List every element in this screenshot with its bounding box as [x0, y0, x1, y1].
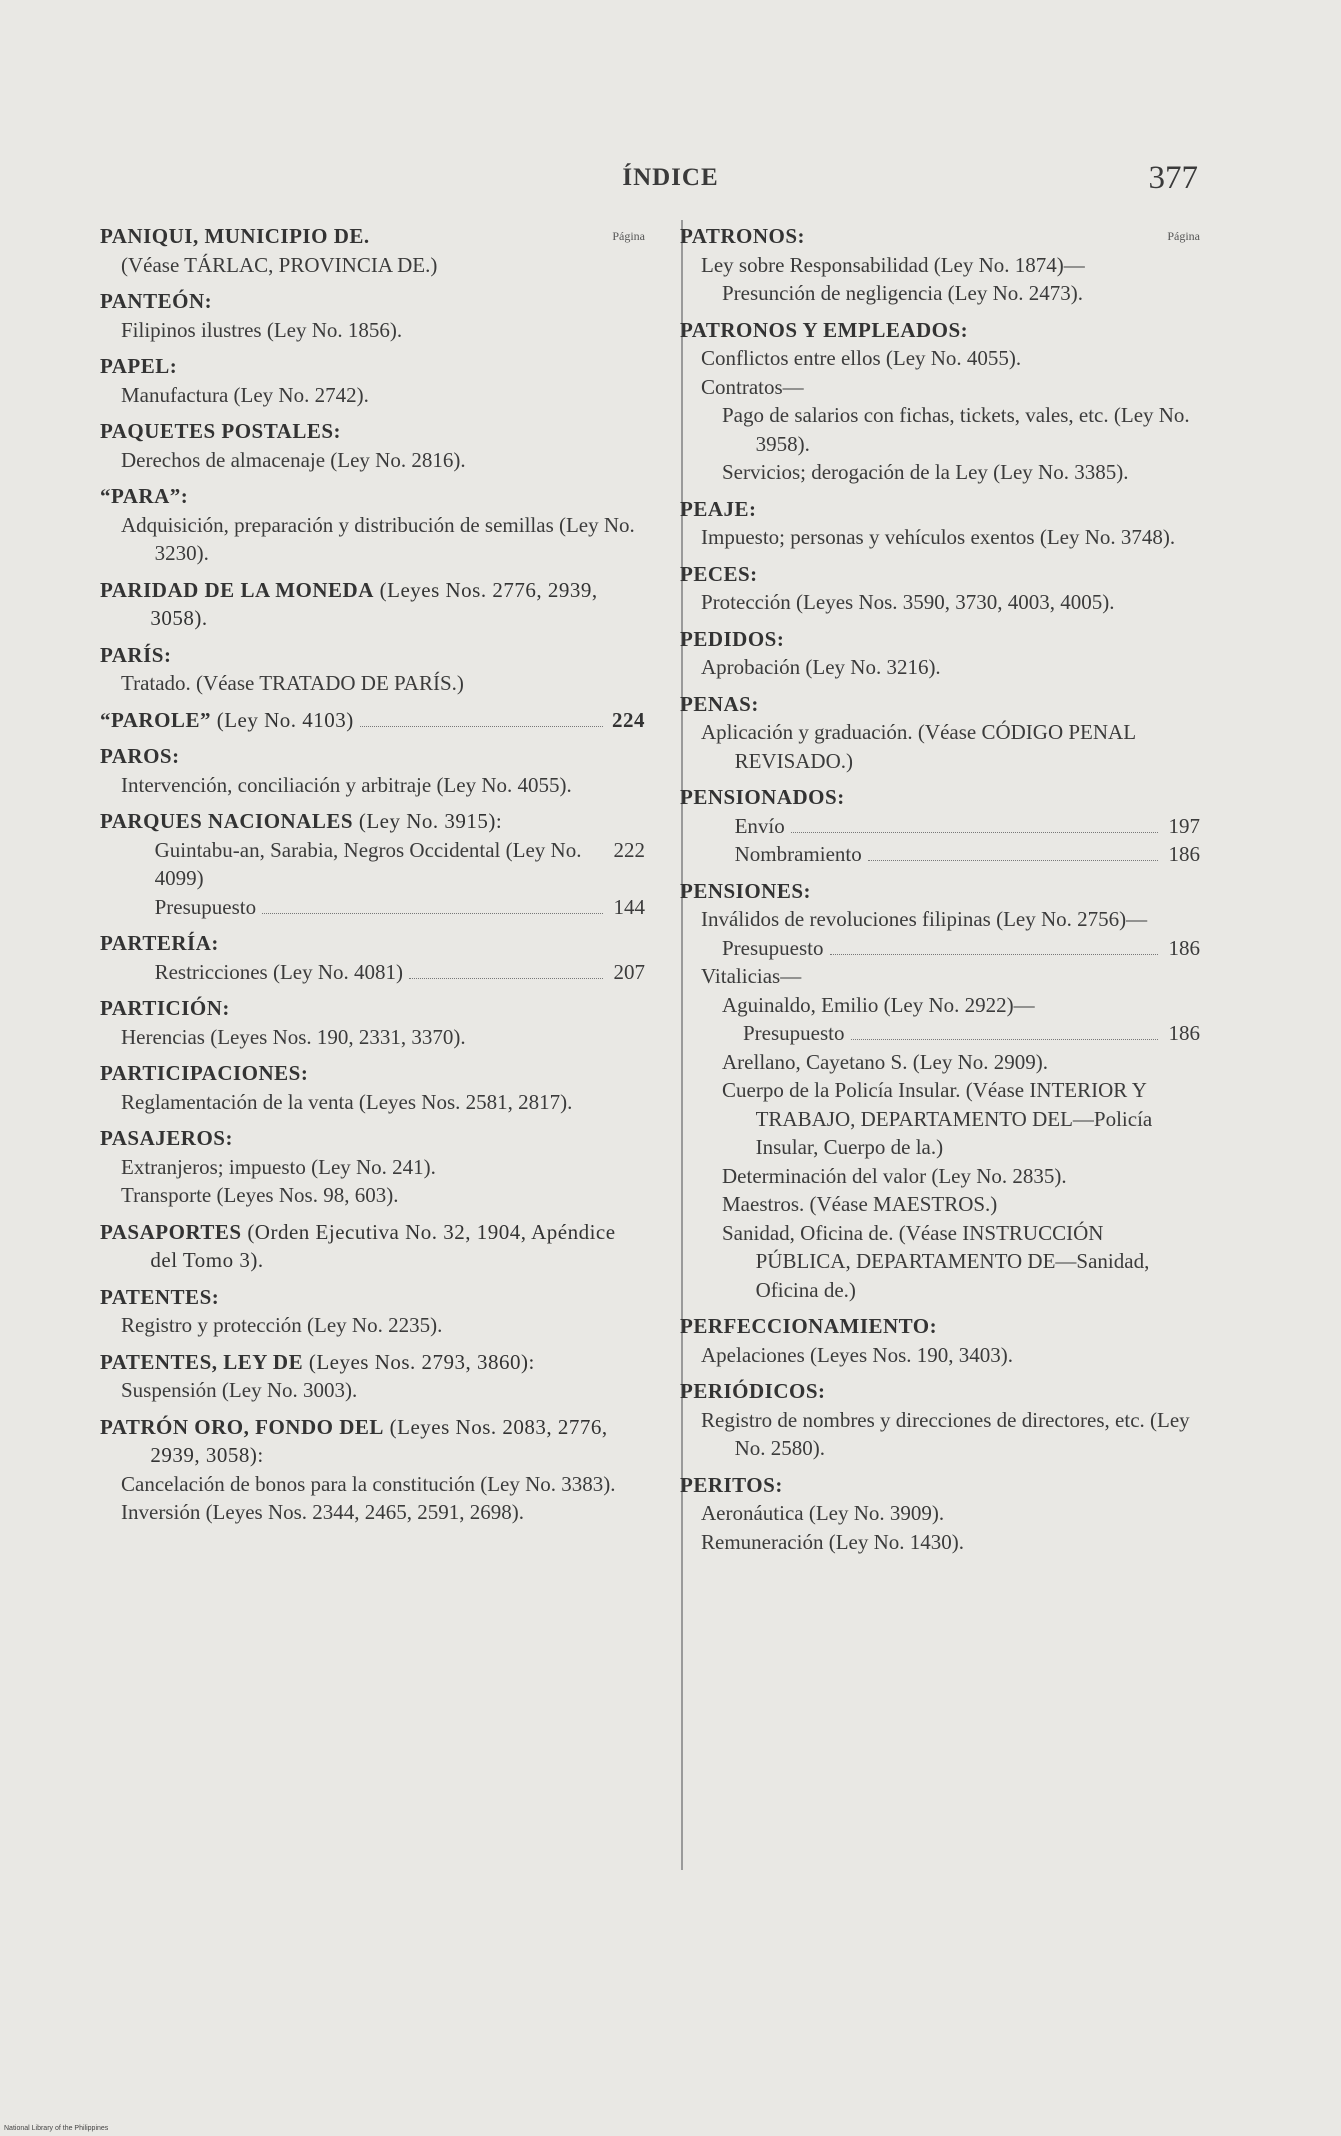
subentry-text: Pago de salarios con fichas, tickets, vales, etc. (Ley No. 3958). — [722, 403, 1190, 456]
index-subentry — [100, 1376, 645, 1405]
subentry-text: Suspensión (Ley No. 3003). — [121, 1378, 358, 1402]
index-subentry — [100, 893, 645, 922]
index-heading — [100, 1124, 645, 1153]
index-subentry — [100, 1470, 645, 1499]
dot-leader — [791, 832, 1158, 833]
index-heading — [100, 222, 645, 251]
index-subentry — [100, 771, 645, 800]
index-subentry — [680, 1162, 1200, 1191]
index-subentry — [680, 1528, 1200, 1557]
index-heading — [680, 690, 1200, 719]
page-header — [0, 160, 1341, 200]
index-subentry — [100, 381, 645, 410]
subentry-text: Remuneración (Ley No. 1430). — [701, 1529, 965, 1554]
index-subentry — [680, 962, 1200, 991]
heading-text: PARQUES NACIONALES — [100, 809, 354, 833]
dot-leader — [830, 954, 1159, 955]
index-subentry — [680, 1341, 1200, 1370]
subentry-text: Contratos— — [701, 374, 804, 399]
index-heading — [100, 994, 645, 1023]
index-heading — [100, 807, 645, 836]
index-subentry — [680, 344, 1200, 373]
heading-text: PARTERÍA: — [100, 931, 219, 955]
heading-text: PANTEÓN: — [100, 289, 213, 313]
index-heading — [100, 1348, 645, 1377]
index-subentry — [100, 1153, 645, 1182]
subentry-text: Conflictos entre ellos (Ley No. 4055). — [701, 346, 1022, 370]
index-heading — [680, 1471, 1200, 1500]
subentry-text: Inversión (Leyes Nos. 2344, 2465, 2591, 2698). — [121, 1500, 525, 1524]
right-entries — [680, 222, 1200, 1556]
subentry-text: Presunción de negligencia (Ley No. 2473). — [722, 281, 1083, 305]
heading-text: PARIDAD DE LA MONEDA — [100, 577, 374, 602]
index-heading — [100, 742, 645, 771]
heading-text: PATRONOS: — [680, 224, 806, 248]
heading-text: PAPEL: — [100, 354, 178, 378]
heading-text: PERITOS: — [680, 1472, 783, 1497]
subentry-text: Cancelación de bonos para la constitución (Ley No. 3383). — [121, 1471, 616, 1496]
heading-text: PARTICIPACIONES: — [100, 1061, 309, 1085]
index-heading — [100, 576, 645, 633]
index-subentry — [680, 1190, 1200, 1219]
subentry-text: Guintabu-an, Sarabia, Negros Occidental (Ley No. 4099) — [154, 837, 582, 890]
index-subentry — [100, 958, 645, 987]
dot-leader — [360, 726, 603, 727]
index-heading — [680, 316, 1200, 345]
subentry-text: Apelaciones (Leyes Nos. 190, 3403). — [701, 1342, 1014, 1367]
index-subentry — [680, 718, 1200, 775]
heading-text: PAQUETES POSTALES: — [100, 419, 342, 443]
subentry-text: Intervención, conciliación y arbitraje (Ley No. 4055). — [121, 772, 572, 797]
subentry-text: Registro y protección (Ley No. 2235). — [121, 1313, 443, 1337]
heading-suffix: (Leyes Nos. 2776, 2939, 3058). — [150, 577, 598, 630]
subentry-text: Presupuesto — [154, 894, 257, 919]
index-subentry — [680, 458, 1200, 487]
heading-text: PASAPORTES — [100, 1219, 242, 1244]
index-subentry — [680, 934, 1200, 963]
index-subentry — [680, 1219, 1200, 1305]
index-subentry — [680, 1499, 1200, 1528]
index-subentry — [680, 401, 1200, 458]
subentry-text: Filipinos ilustres (Ley No. 1856). — [121, 317, 403, 342]
subentry-text: Vitalicias— — [701, 964, 802, 988]
subentry-text: Maestros. (Véase MAESTROS.) — [722, 1192, 998, 1216]
heading-text: PEAJE: — [680, 496, 757, 521]
heading-text: PECES: — [680, 561, 758, 586]
subentry-text: Derechos de almacenaje (Ley No. 2816). — [121, 447, 466, 472]
heading-text: PATENTES: — [100, 1284, 220, 1309]
index-heading — [680, 1377, 1200, 1406]
index-subentry — [680, 991, 1200, 1020]
dot-leader — [851, 1039, 1159, 1040]
page-ref: 186 — [1168, 1021, 1200, 1045]
index-subentry — [680, 905, 1200, 934]
heading-text: PERIÓDICOS: — [680, 1379, 826, 1403]
subentry-text: Tratado. (Véase TRATADO DE PARÍS.) — [121, 671, 464, 695]
subentry-text: Protección (Leyes Nos. 3590, 3730, 4003, 4005). — [701, 590, 1115, 614]
heading-text: PENSIONADOS: — [680, 785, 845, 809]
index-subentry — [100, 316, 645, 345]
index-subentry — [680, 251, 1200, 280]
dot-leader — [409, 978, 603, 979]
subentry-text: Aprobación (Ley No. 3216). — [701, 655, 941, 679]
page-ref: 207 — [613, 959, 645, 984]
subentry-text: Ley sobre Responsabilidad (Ley No. 1874)— — [701, 252, 1085, 277]
index-heading — [100, 641, 645, 670]
index-subentry — [680, 588, 1200, 617]
index-subentry — [100, 446, 645, 475]
index-heading — [100, 1059, 645, 1088]
index-heading — [100, 1218, 645, 1275]
index-subentry — [100, 251, 645, 280]
heading-text: PARÍS: — [100, 642, 172, 667]
left-column — [100, 222, 645, 1527]
page-ref: 197 — [1168, 813, 1200, 838]
subentry-text: Servicios; derogación de la Ley (Ley No. 3385). — [722, 460, 1129, 484]
index-subentry — [680, 373, 1200, 402]
index-subentry — [100, 1311, 645, 1340]
heading-suffix: (Ley No. 4103) — [210, 707, 354, 732]
dot-leader — [262, 913, 603, 914]
heading-text: PATRÓN ORO, FONDO DEL — [100, 1414, 384, 1439]
index-subentry — [680, 1048, 1200, 1077]
index-heading — [100, 482, 645, 511]
subentry-text: Restricciones (Ley No. 4081) — [154, 959, 404, 984]
heading-text: PENAS: — [680, 691, 759, 716]
index-subentry — [680, 840, 1200, 869]
subentry-text: Reglamentación de la venta (Leyes Nos. 2581, 2817). — [121, 1089, 573, 1114]
subentry-text: Transporte (Leyes Nos. 98, 603). — [121, 1183, 399, 1207]
subentry-text: Envío — [734, 813, 785, 838]
subentry-text: Nombramiento — [734, 842, 862, 866]
heading-suffix: (Orden Ejecutiva No. 32, 1904, Apéndice del Tomo 3). — [150, 1219, 616, 1272]
index-heading — [680, 1312, 1200, 1341]
heading-suffix: (Ley No. 3915): — [353, 809, 503, 833]
index-heading — [680, 877, 1200, 906]
page-title: ÍNDICE — [622, 164, 719, 191]
index-subentry — [680, 279, 1200, 308]
heading-text: PENSIONES: — [680, 878, 812, 903]
page-ref: 224 — [612, 707, 645, 732]
left-entries — [100, 222, 645, 1527]
heading-suffix: (Leyes Nos. 2793, 3860): — [303, 1349, 535, 1374]
page-number: 377 — [1148, 160, 1198, 196]
heading-text: PERFECCIONAMIENTO: — [680, 1314, 938, 1338]
index-heading — [100, 1283, 645, 1312]
index-subentry — [100, 511, 645, 568]
heading-text: PAROS: — [100, 744, 180, 768]
index-subentry — [100, 669, 645, 698]
subentry-text: Registro de nombres y direcciones de directores, etc. (Ley No. 2580). — [701, 1407, 1190, 1460]
heading-text: PANIQUI, MUNICIPIO DE. — [100, 224, 370, 248]
subentry-text: Presupuesto — [743, 1021, 845, 1045]
index-subentry — [100, 1181, 645, 1210]
footer-credit: National Library of the Philippines — [4, 2125, 109, 2132]
heading-text: PATRONOS Y EMPLEADOS: — [680, 317, 969, 342]
heading-text: PASAJEROS: — [100, 1126, 233, 1150]
subentry-text: Presupuesto — [722, 935, 824, 960]
dot-leader — [868, 860, 1158, 861]
page-ref: 186 — [1168, 842, 1200, 866]
page-ref: 186 — [1168, 935, 1200, 960]
index-subentry — [680, 1019, 1200, 1048]
index-heading — [680, 625, 1200, 654]
subentry-text: Determinación del valor (Ley No. 2835). — [722, 1163, 1067, 1188]
index-subentry — [680, 1406, 1200, 1463]
index-heading — [100, 287, 645, 316]
subentry-text: Cuerpo de la Policía Insular. (Véase INTERIOR Y TRABAJO, DEPARTAMENTO DEL—Policía Insular, Cuerpo de la.) — [722, 1078, 1153, 1159]
heading-text: “PARA”: — [100, 484, 189, 508]
index-subentry — [680, 812, 1200, 841]
index-subentry — [100, 1498, 645, 1527]
index-subentry — [100, 1023, 645, 1052]
index-heading — [680, 495, 1200, 524]
index-heading — [100, 1413, 645, 1470]
pagina-label-left: Página — [612, 229, 645, 243]
pagina-label-right: Página — [1167, 229, 1200, 243]
right-column — [680, 222, 1200, 1556]
index-heading — [100, 417, 645, 446]
subentry-text: (Véase TÁRLAC, PROVINCIA DE.) — [121, 252, 438, 277]
subentry-text: Herencias (Leyes Nos. 190, 2331, 3370). — [121, 1024, 466, 1049]
subentry-text: Impuesto; personas y vehículos exentos (Ley No. 3748). — [701, 525, 1176, 549]
subentry-text: Manufactura (Ley No. 2742). — [121, 382, 369, 407]
heading-suffix: (Leyes Nos. 2083, 2776, 2939, 3058): — [150, 1414, 608, 1467]
index-heading — [100, 929, 645, 958]
subentry-text: Aeronáutica (Ley No. 3909). — [701, 1501, 945, 1525]
subentry-text: Aplicación y graduación. (Véase CÓDIGO PENAL REVISADO.) — [701, 720, 1136, 773]
subentry-text: Adquisición, preparación y distribución de semillas (Ley No. 3230). — [121, 512, 635, 565]
index-heading — [680, 783, 1200, 812]
subentry-text: Sanidad, Oficina de. (Véase INSTRUCCIÓN PÚBLICA, DEPARTAMENTO DE—Sanidad, Oficina de.) — [722, 1220, 1150, 1302]
index-heading — [100, 352, 645, 381]
heading-text: PEDIDOS: — [680, 626, 785, 651]
page-ref: 144 — [613, 894, 645, 919]
index-subentry — [680, 1076, 1200, 1162]
page-ref: 222 — [613, 837, 645, 862]
index-subentry — [100, 836, 645, 893]
heading-text: PARTICIÓN: — [100, 996, 230, 1020]
index-subentry — [100, 1088, 645, 1117]
index-subentry — [680, 523, 1200, 552]
subentry-text: Aguinaldo, Emilio (Ley No. 2922)— — [722, 992, 1035, 1017]
subentry-text: Arellano, Cayetano S. (Ley No. 2909). — [722, 1049, 1049, 1074]
index-heading — [680, 222, 1200, 251]
subentry-text: Inválidos de revoluciones filipinas (Ley No. 2756)— — [701, 907, 1148, 931]
heading-text: “PAROLE” (Ley No. 4103) — [100, 707, 354, 732]
index-subentry — [680, 653, 1200, 682]
index-heading — [680, 560, 1200, 589]
index-heading — [100, 706, 645, 735]
subentry-text: Extranjeros; impuesto (Ley No. 241). — [121, 1154, 436, 1179]
heading-text: PATENTES, LEY DE — [100, 1349, 304, 1374]
